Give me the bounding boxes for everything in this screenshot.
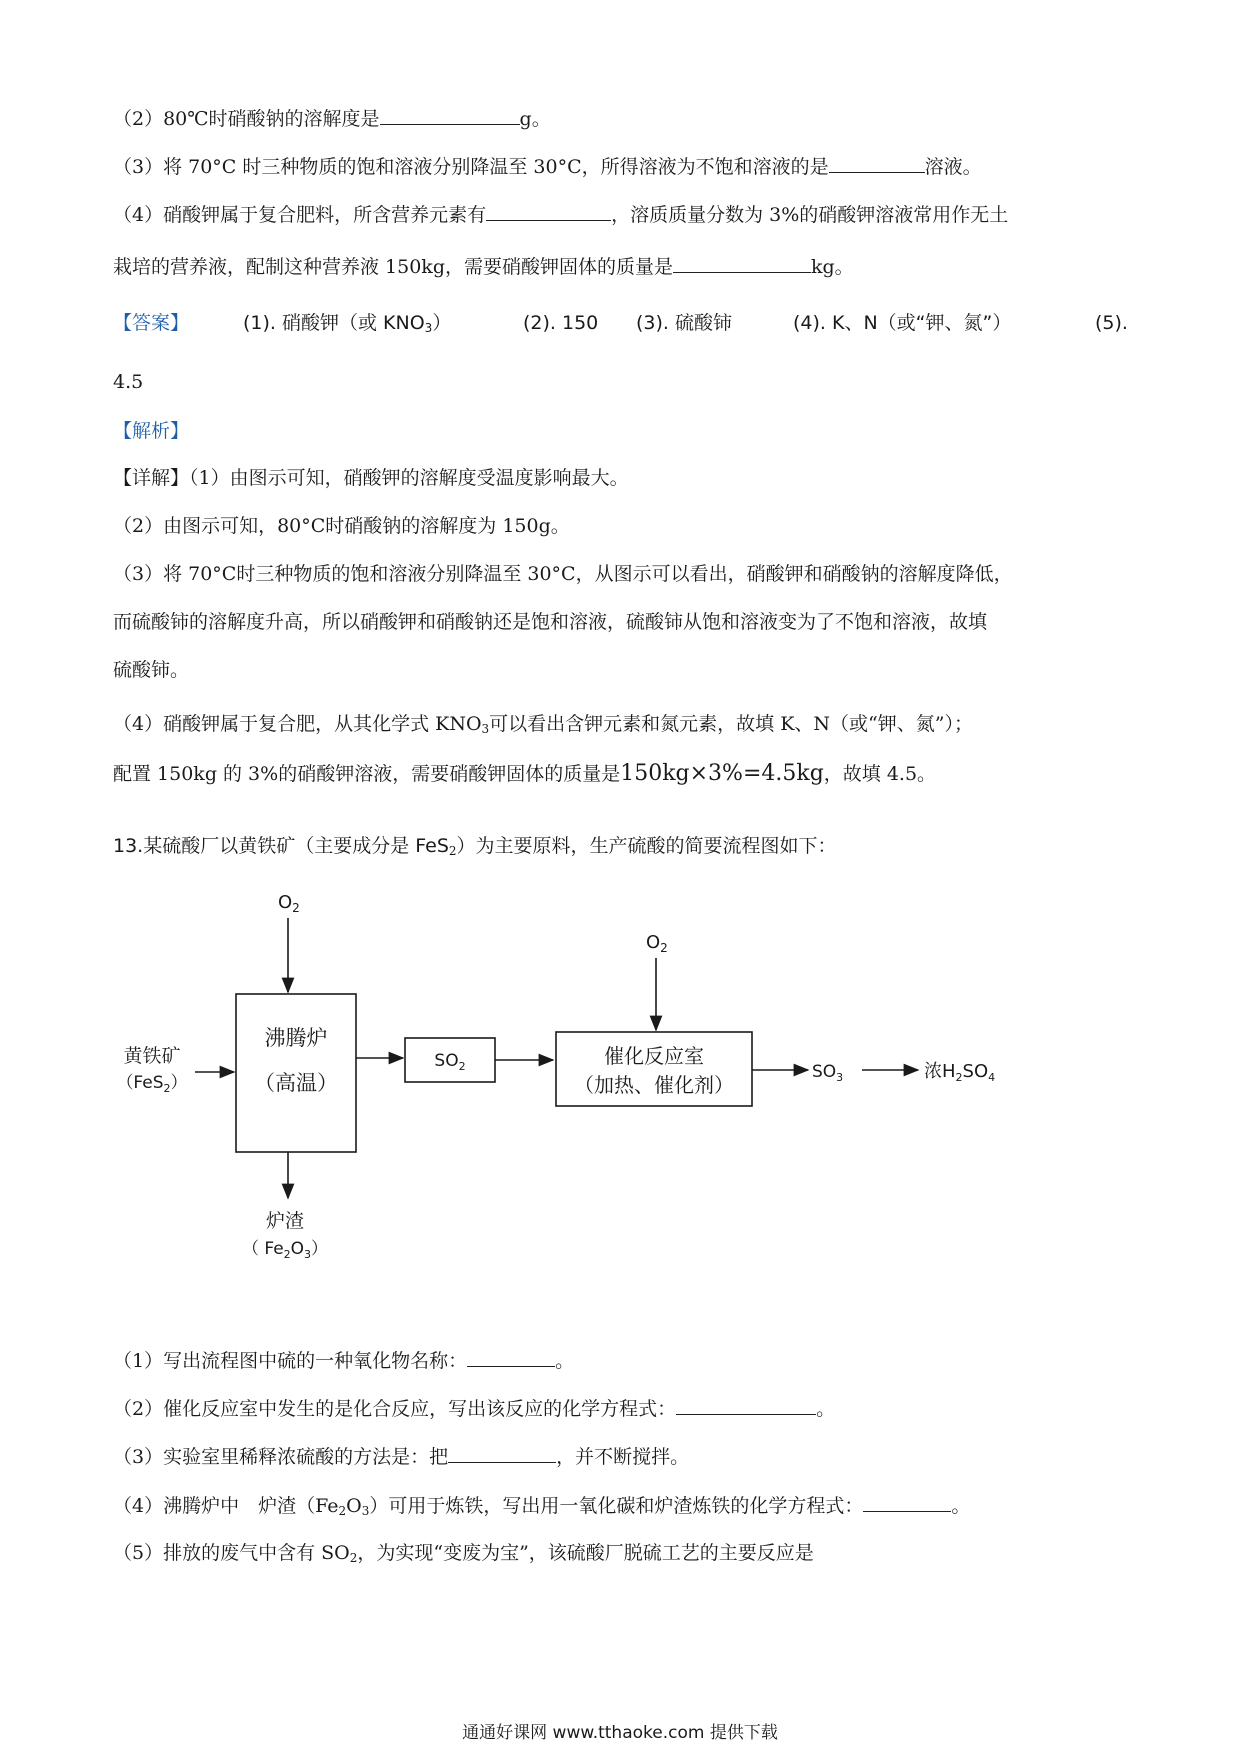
answer-3: (3). 硫酸铈 bbox=[636, 312, 732, 334]
answer-1: (1). 硝酸钾（或 $KNO_3$） bbox=[243, 312, 452, 335]
q13-part5: （5）排放的废气中含有 $SO_2$，为实现“变废为宝”，该硫酸厂脱硫工艺的主要反应是 bbox=[113, 1542, 814, 1565]
q13-part2: （2）催化反应室中发生的是化合反应，写出该反应的化学方程式： 。 bbox=[113, 1394, 835, 1422]
reactor-label: 催化反应室 bbox=[604, 1044, 704, 1068]
furnace-condition: （高温） bbox=[254, 1071, 338, 1095]
process-flow-diagram bbox=[0, 880, 1240, 1280]
q13-title: 13.某硫酸厂以黄铁矿（主要成分是 FeS$_2$）为主要原料，生产硫酸的简要流程图如下： bbox=[113, 835, 837, 858]
analysis-line-2: （2）由图示可知，80°C时硝酸钠的溶解度为 150g。 bbox=[113, 515, 570, 537]
analysis-line-1: 【详解】（1）由图示可知，硝酸钾的溶解度受温度影响最大。 bbox=[113, 467, 629, 489]
so2-label: $SO_2$ bbox=[434, 1051, 466, 1073]
answer-row bbox=[113, 310, 1133, 338]
answer-2: (2). 150 bbox=[523, 312, 599, 334]
calc-formula: 150kg×3%=4.5kg bbox=[620, 761, 824, 786]
furnace-label: 沸腾炉 bbox=[264, 1026, 328, 1050]
answer-blank bbox=[448, 1442, 556, 1463]
answer-blank bbox=[380, 104, 520, 125]
answer-5: (5). bbox=[1095, 312, 1128, 334]
answer-blank bbox=[676, 1394, 816, 1415]
answer-blank bbox=[467, 1346, 555, 1367]
feed-label: 黄铁矿 bbox=[123, 1045, 181, 1067]
reactor-condition: （加热、催化剂） bbox=[574, 1073, 734, 1097]
analysis-line-5: 硫酸铈。 bbox=[113, 659, 190, 681]
q13-part3: （3）实验室里稀释浓硫酸的方法是：把 ，并不断搅拌。 bbox=[113, 1442, 689, 1470]
answer-blank bbox=[863, 1491, 951, 1512]
answer-blank bbox=[673, 252, 811, 273]
analysis-line-4: 而硫酸铈的溶解度升高，所以硝酸钾和硝酸钠还是饱和溶液，硫酸铈从饱和溶液变为了不饱和溶液，故填 bbox=[113, 611, 988, 633]
answer-5-value: 4.5 bbox=[113, 371, 144, 393]
answer-blank bbox=[486, 200, 611, 221]
analysis-tag: 【解析】 bbox=[113, 420, 190, 442]
analysis-line-6: （4）硝酸钾属于复合肥，从其化学式 $KNO_3$可以看出含钾元素和氮元素，故填 K、N（或“钾、氮”）； bbox=[113, 713, 973, 736]
o2-input-label-2: $O_2$ bbox=[646, 932, 668, 955]
q13-part4: （4）沸腾炉中 炉渣$(Fe_2O_3)$可用于炼铁，写出用一氧化碳和炉渣炼铁的化学方程式： 。 bbox=[113, 1491, 970, 1519]
feed-formula: （FeS$_2$） bbox=[116, 1073, 188, 1095]
sulfuric-acid-label: 浓$H_2SO_4$ bbox=[924, 1061, 996, 1084]
q12-part3: （3）将 70°C 时三种物质的饱和溶液分别降温至 30°C，所得溶液为不饱和溶液的是 溶液。 bbox=[113, 152, 982, 180]
q12-part2: （2）80℃时硝酸钠的溶解度是 g。 bbox=[113, 104, 551, 132]
o2-input-label-1: $O_2$ bbox=[278, 892, 300, 915]
answer-4: (4). K、N（或“钾、氮”） bbox=[793, 312, 1012, 334]
page-footer: 通通好课网 www.tthaoke.com 提供下载 bbox=[462, 1723, 778, 1743]
answer-blank bbox=[829, 152, 925, 173]
slag-label: 炉渣 bbox=[265, 1210, 305, 1232]
so3-label: $SO_3$ bbox=[812, 1062, 844, 1084]
answer-tag: 【答案】 bbox=[113, 312, 190, 334]
slag-formula: （ $Fe_2O_3$） bbox=[241, 1239, 329, 1261]
q13-part1: （1）写出流程图中硫的一种氧化物名称： 。 bbox=[113, 1346, 574, 1374]
analysis-line-7: 配置 150kg 的 3%的硝酸钾溶液，需要硝酸钾固体的质量是150kg×3%=4.5kg，故填 4.5。 bbox=[113, 761, 937, 786]
analysis-line-3: （3）将 70°C时三种物质的饱和溶液分别降温至 30°C，从图示可以看出，硝酸钾和硝酸钠的溶解度降低， bbox=[113, 563, 1013, 585]
q12-part4-cont: 栽培的营养液，配制这种营养液 150kg，需要硝酸钾固体的质量是 kg。 bbox=[113, 252, 854, 280]
q12-part4: （4）硝酸钾属于复合肥料，所含营养元素有 ，溶质质量分数为 3%的硝酸钾溶液常用作无土 bbox=[113, 200, 1008, 228]
